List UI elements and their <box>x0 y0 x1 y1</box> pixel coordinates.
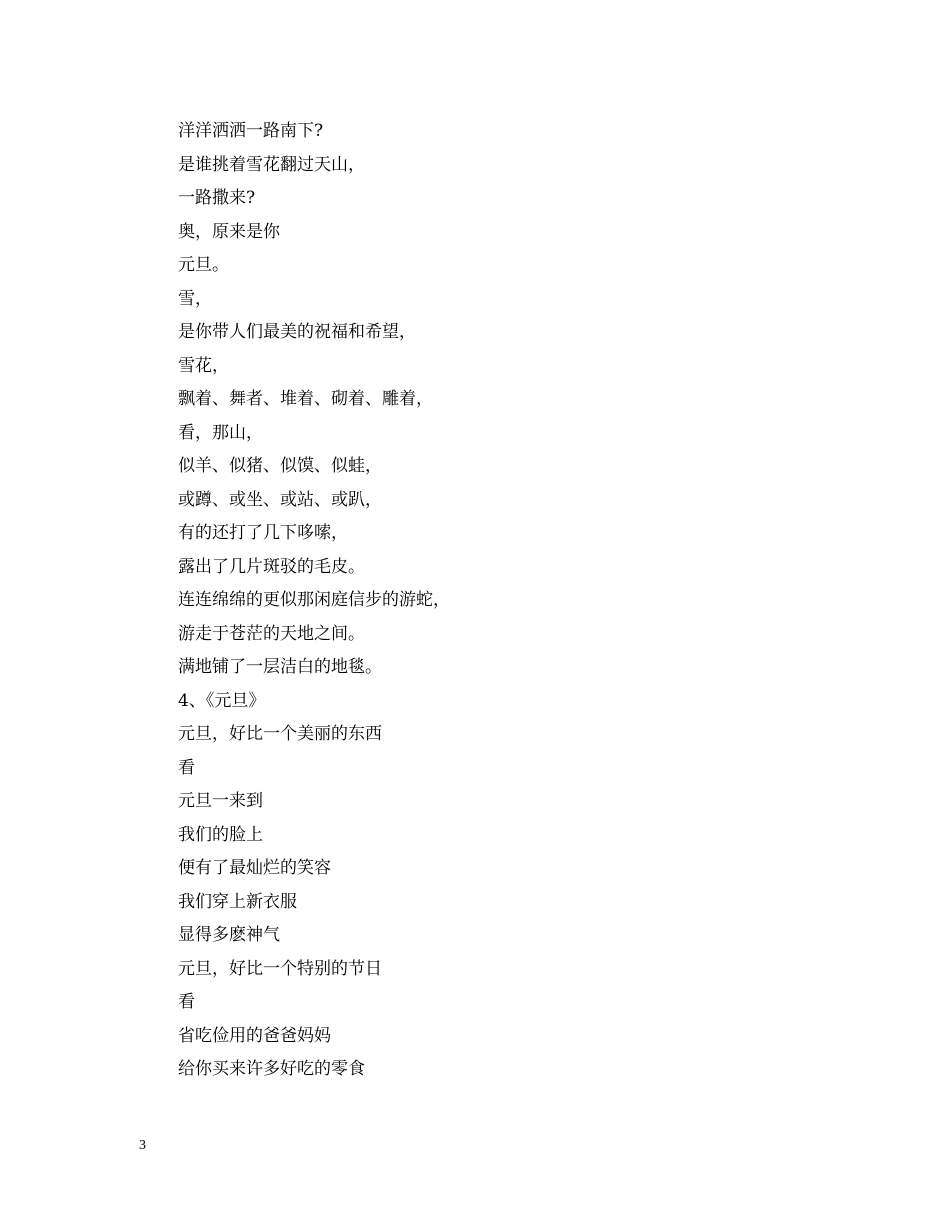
text-line: 元旦。 <box>178 255 229 275</box>
text-line: 有的还打了几下哆嗦， <box>178 523 348 543</box>
text-line: 雪花， <box>178 355 229 376</box>
text-line: 奥，原来是你 <box>178 221 280 242</box>
text-line: 连连绵绵的更似那闲庭信步的游蛇， <box>178 590 450 610</box>
text-line: 洋洋洒洒一路南下? <box>178 121 324 141</box>
text-line: 我们的脸上 <box>178 824 263 845</box>
text-line: 看，那山， <box>178 422 263 443</box>
text-line: 元旦一来到 <box>178 791 263 811</box>
text-line: 显得多麽神气 <box>178 925 280 945</box>
text-line: 省吃俭用的爸爸妈妈 <box>178 1025 331 1046</box>
text-line: 满地铺了一层洁白的地毯。 <box>178 657 382 677</box>
text-line: 元旦，好比一个美丽的东西 <box>178 724 382 744</box>
text-line: 一路撒来? <box>178 188 256 208</box>
text-line: 似羊、似猪、似馍、似蛙， <box>178 456 382 476</box>
text-line: 飘着、舞者、堆着、砌着、雕着， <box>178 389 433 409</box>
text-line: 给你买来许多好吃的零食 <box>178 1059 365 1079</box>
text-line: 看 <box>178 757 195 778</box>
text-line: 我们穿上新衣服 <box>178 891 297 912</box>
text-line: 或蹲、或坐、或站、或趴， <box>178 489 382 510</box>
text-line: 露出了几片斑驳的毛皮。 <box>178 556 365 577</box>
page-number: 3 <box>139 1138 146 1153</box>
text-line: 元旦，好比一个特别的节日 <box>178 958 382 979</box>
text-line: 是谁挑着雪花翻过天山， <box>178 154 365 175</box>
text-line: 雪， <box>178 288 212 309</box>
text-line: 是你带人们最美的祝福和希望， <box>178 322 416 342</box>
text-line: 便有了最灿烂的笑容 <box>178 858 331 878</box>
text-line: 游走于苍茫的天地之间。 <box>178 623 365 644</box>
text-line: 看 <box>178 992 195 1012</box>
poem-text <box>178 117 878 1089</box>
section-heading: 4、《元旦》 <box>178 690 266 711</box>
